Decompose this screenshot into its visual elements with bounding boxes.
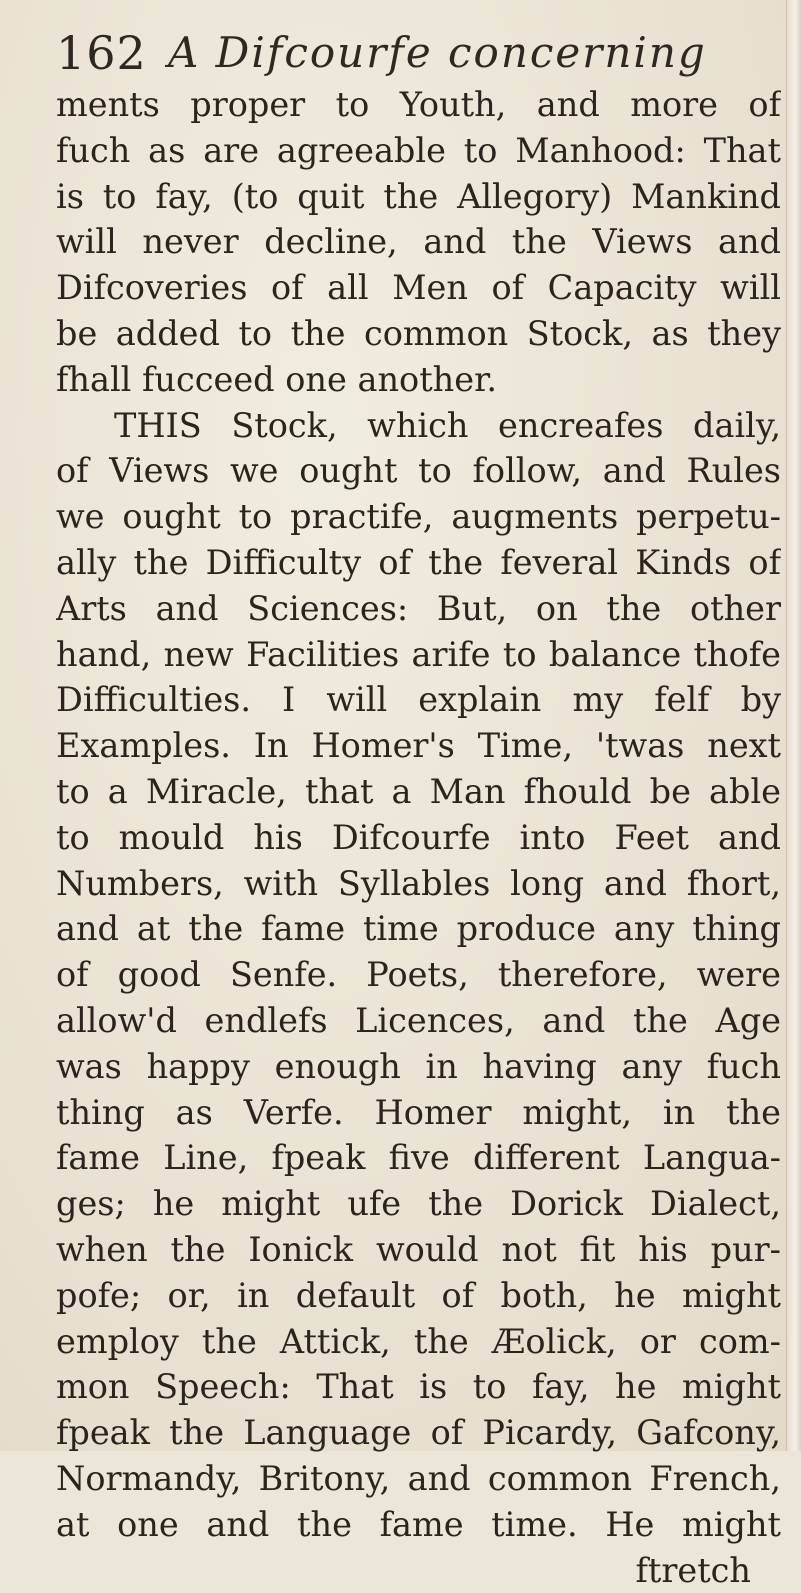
text-line: employ the Attick, the Æolick, or com- [56,1319,781,1365]
page-header [56,22,756,82]
text-line: ges; he might ufe the Dorick Dialect, [56,1181,781,1227]
text-line: at one and the fame time. He might [56,1502,781,1548]
text-line: fame Line, fpeak five different Langua- [56,1135,781,1181]
text-line: will never decline, and the Views and [56,219,781,265]
text-line: we ought to practife, augments perpetu- [56,494,781,540]
text-line: of Views we ought to follow, and Rules [56,448,781,494]
body-text [56,82,781,1593]
text-line: when the Ionick would not fit his pur- [56,1227,781,1273]
text-line: and at the fame time produce any thing [56,906,781,952]
catchword: ftretch [56,1548,781,1593]
text-line: hand, new Facilities arife to balance thofe [56,632,781,678]
text-line: allow'd endlefs Licences, and the Age [56,998,781,1044]
text-line: Difficulties. I will explain my felf by [56,677,781,723]
text-line: to a Miracle, that a Man fhould be able [56,769,781,815]
text-line: thing as Verfe. Homer might, in the [56,1090,781,1136]
text-line: was happy enough in having any fuch [56,1044,781,1090]
text-line: fuch as are agreeable to Manhood: That [56,128,781,174]
text-line: Numbers, with Syllables long and fhort, [56,861,781,907]
text-line: ments proper to Youth, and more of [56,82,781,128]
text-line: be added to the common Stock, as they [56,311,781,357]
text-line: of good Senfe. Poets, therefore, were [56,952,781,998]
text-line: THIS Stock, which encreafes daily, [56,403,781,449]
text-line: fhall fucceed one another. [56,357,781,403]
running-head: A Difcourfe concerning [168,28,707,77]
text-line: to mould his Difcourfe into Feet and [56,815,781,861]
text-line: mon Speech: That is to fay, he might [56,1364,781,1410]
text-line: Examples. In Homer's Time, 'twas next [56,723,781,769]
text-line: Normandy, Britony, and common French, [56,1456,781,1502]
page-edge [786,0,801,1451]
text-line: ally the Difficulty of the feveral Kinds of [56,540,781,586]
text-line: Arts and Sciences: But, on the other [56,586,781,632]
text-line: fpeak the Language of Picardy, Gafcony, [56,1410,781,1456]
text-line: pofe; or, in default of both, he might [56,1273,781,1319]
text-line: Difcoveries of all Men of Capacity will [56,265,781,311]
text-line: is to fay, (to quit the Allegory) Mankind [56,174,781,220]
page-number: 162 [56,26,147,80]
